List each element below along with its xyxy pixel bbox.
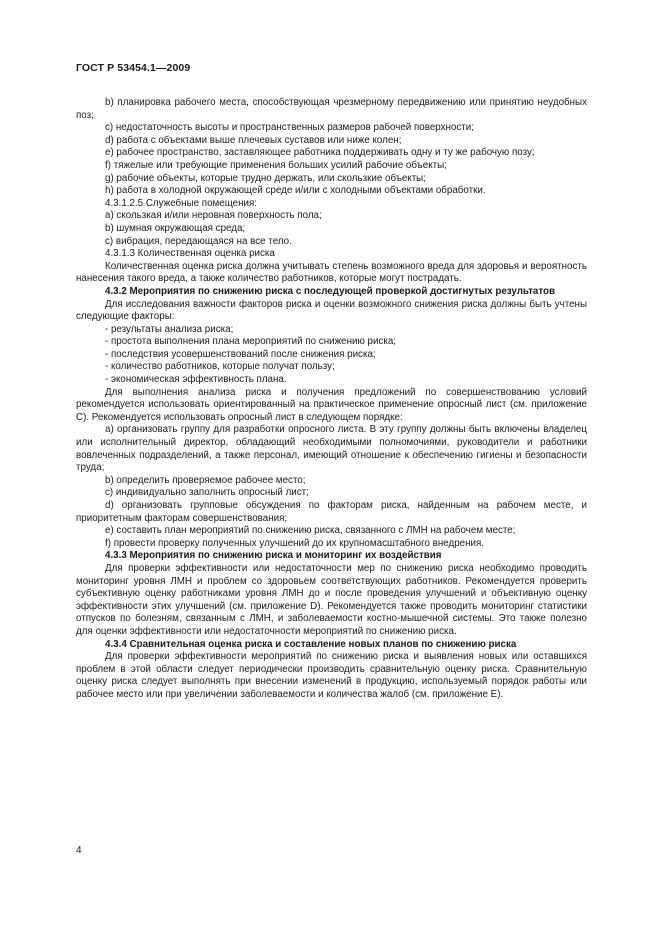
paragraph: Для проверки эффективности или недостаточности мер по снижению риска необходимо проводить мониторинг уровня ЛМН и проблем со здоровьем соответствующих работников. Рекомендуется проверить субъективную оценку работниками уровня ЛМН до и после проведения улучшений и объективную оценку эффективности этих улучшений (см. приложение D). Рекомендуется также проводить мониторинг статистики отпусков по болезням, связанным с ЛМН, и заболеваемости костно-мышечной системы. Это также полезно для оценки эффективности или недостаточности мероприятий по снижению риска. (76, 562, 587, 637)
section-heading: 4.3.3 Мероприятия по снижению риска и мониторинг их воздействия (105, 550, 442, 562)
paragraph: Для исследования важности факторов риска и оценки возможного снижения риска должны быть учтены следующие факторы: (76, 298, 587, 323)
section-heading: 4.3.4 Сравнительная оценка риска и составление новых планов по снижению риска (105, 638, 517, 650)
list-item: c) индивидуально заполнить опросный лист; (105, 487, 309, 499)
list-item: b) планировка рабочего места, способствующая чрезмерному передвижению или принятию неудобных поз; (76, 97, 587, 121)
list-item: - простота выполнения плана мероприятий по снижению риска; (105, 336, 397, 348)
paragraph: Для проверки эффективности мероприятий по снижению риска и выявления новых или оставшихся проблем в этой области следует периодически производить сравнительную оценку риска. Сравнительную оценку риска следует выполнять при внесении изменений в продукцию, используемый порядок работы или рабочее место или при увеличении заболеваемости и количества жалоб (см. приложение Е). (76, 651, 587, 700)
body-text (76, 97, 587, 702)
list-item: a) скользкая и/или неровная поверхность пола; (105, 210, 322, 222)
list-item: e) рабочее пространство, заставляющее работника поддерживать одну и ту же рабочую позу; (105, 147, 535, 159)
page-number: 4 (76, 845, 82, 856)
subsection-heading: 4.3.1.2.5 Служебные помещения: (105, 197, 258, 209)
list-item: b) шумная окружающая среда; (105, 222, 246, 234)
document-code: ГОСТ Р 53454.1—2009 (76, 62, 191, 74)
list-item: c) недостаточность высоты и пространственных размеров рабочей поверхности; (105, 122, 474, 134)
section-heading: 4.3.2 Мероприятия по снижению риска с последующей проверкой достигнутых результатов (105, 285, 556, 297)
list-item: h) работа в холодной окружающей среде и/или с холодными объектами обработки. (105, 185, 486, 197)
list-item: f) тяжелые или требующие применения больших усилий рабочие объекты; (105, 159, 447, 171)
subsection-heading: 4.3.1.3 Количественная оценка риска (105, 248, 275, 260)
list-item: - экономическая эффективность плана. (105, 374, 287, 386)
list-item: d) работа с объектами выше плечевых суставов или ниже колен; (105, 134, 402, 146)
list-item: - последствия усовершенствований после снижения риска; (105, 348, 376, 360)
list-item: - количество работников, которые получат пользу; (105, 361, 335, 373)
list-item: c) вибрация, передающаяся на все тело. (105, 235, 292, 247)
list-item: g) рабочие объекты, которые трудно держать, или скользкие объекты; (105, 172, 426, 184)
paragraph: Количественная оценка риска должна учитывать степень возможного вреда для здоровья и вероятность нанесения такого вреда, а также количество работников, которые могут пострадать. (76, 260, 587, 285)
list-item: f) провести проверку полученных улучшений до их крупномасштабного внедрения. (105, 537, 485, 549)
list-item: a) организовать группу для разработки опросного листа. В эту группу должны быть включены владелец или исполнительный директор, обладающий необходимыми полномочиями, руководители и работники вовлеченных подразделений, а также персонал, имеющий отношение к обеспечению гигиены и безопасности труда; (76, 424, 587, 474)
list-item: d) организовать групповые обсуждения по факторам риска, найденным на рабочем месте, и приоритетным факторам совершенствования; (76, 500, 587, 524)
list-item: - результаты анализа риска; (105, 323, 234, 335)
list-item: e) составить план мероприятий по снижению риска, связанного с ЛМН на рабочем месте; (105, 525, 516, 537)
list-item: b) определить проверяемое рабочее место; (105, 474, 306, 486)
paragraph: Для выполнения анализа риска и получения предложений по совершенствованию условий рекомендуется использовать ориентированный на практическое применение опросный лист (см. приложение С). Рекомендуется использовать опросный лист в следующем порядке: (76, 386, 587, 423)
